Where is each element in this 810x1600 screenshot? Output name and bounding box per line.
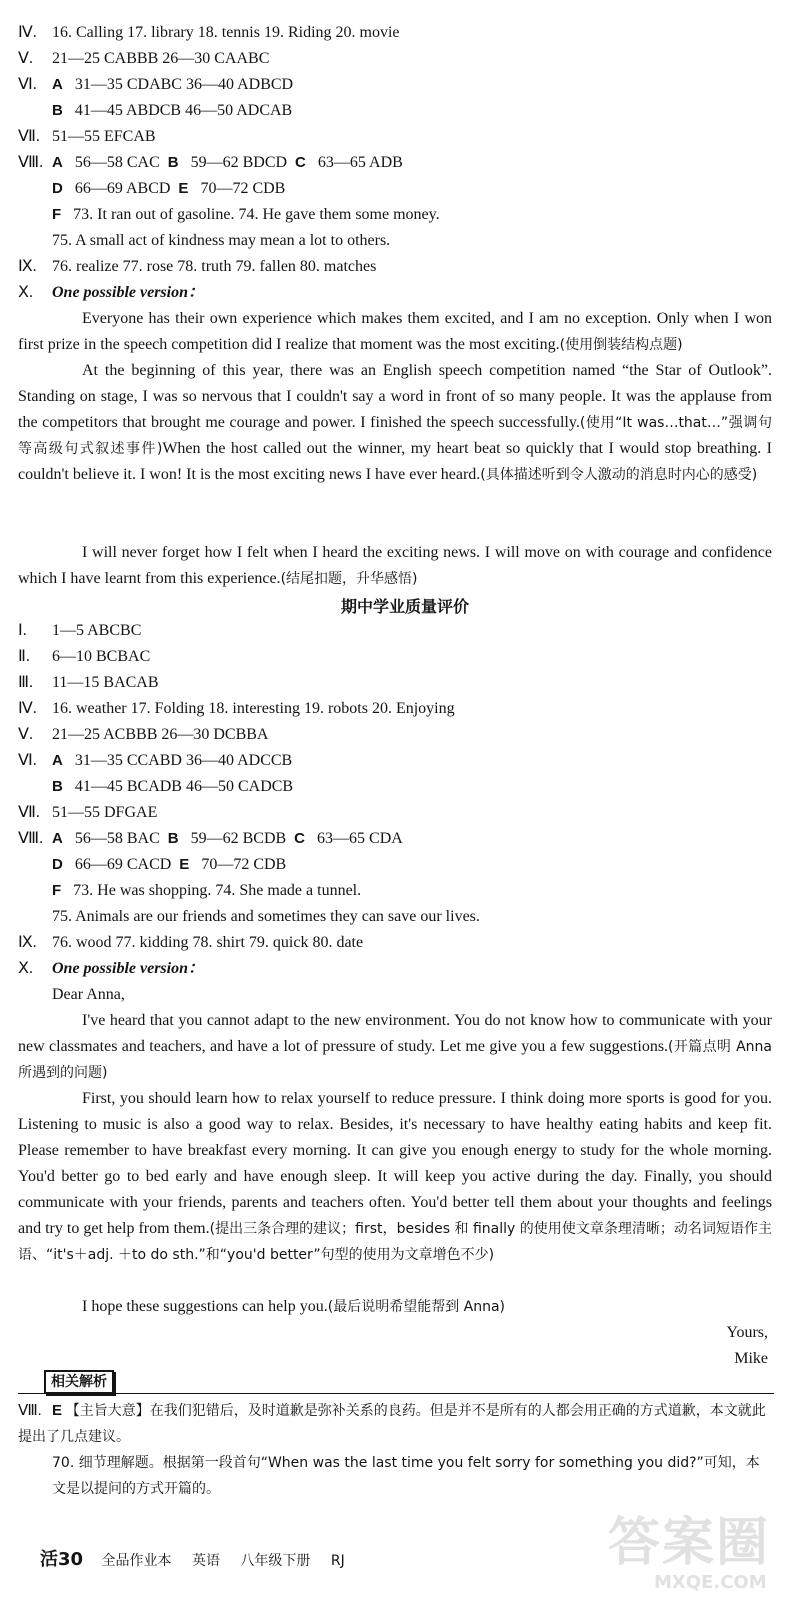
watermark-text: 答案圈 bbox=[608, 1513, 771, 1573]
footer-edition: RJ bbox=[330, 1553, 345, 1569]
answer-line: Ⅹ. One possible version： bbox=[18, 284, 205, 301]
answer-line: Ⅲ. 11—15 BACAB bbox=[18, 674, 159, 691]
answer-line: Ⅴ. 21—25 ACBBB 26—30 DCBBA bbox=[18, 726, 269, 743]
letter-closing: Yours, bbox=[726, 1324, 768, 1341]
answer-line: 75. Animals are our friends and sometimes they can save our lives. bbox=[52, 908, 480, 925]
answer-line: Ⅳ. 16. Calling 17. library 18. tennis 19. Riding 20. movie bbox=[18, 24, 400, 41]
answer-line: B 41—45 BCADB 46—50 CADCB bbox=[52, 778, 294, 795]
answer-line: B 41—45 ABDCB 46—50 ADCAB bbox=[52, 102, 293, 119]
answer-line: Ⅵ. A 31—35 CDABC 36—40 ADBCD bbox=[18, 76, 294, 93]
essay-paragraph: At the beginning of this year, there was an English speech competition named “the Star of Outlook”. Standing on stage, I was so nervous that I couldn't say a word in front of so many people. It was the applause from the competitors that brought me courage and power. I finished the speech successfully.(使用“It was…that…”强调句等高级句式叙述事件)When the host called out the winner, my heart beat so quickly that I would stop breathing. I couldn't believe it. I won! It is the most exciting news I have ever heard.(具体描述听到令人激动的消息时内心的感受) bbox=[18, 362, 772, 483]
analysis-paragraph: 70. 细节理解题。根据第一段首句“When was the last time you felt sorry for something you did?”可知，本文是以提问的方式开篇的。 bbox=[52, 1455, 760, 1497]
answer-line: Ⅹ. One possible version： bbox=[18, 960, 205, 977]
answer-line: Ⅰ. 1—5 ABCBC bbox=[18, 622, 142, 639]
answer-line: Ⅸ. 76. realize 77. rose 78. truth 79. fallen 80. matches bbox=[18, 258, 377, 275]
page-number: 活30 bbox=[40, 1549, 84, 1570]
letter-paragraph: I hope these suggestions can help you.(最后说明希望能帮到 Anna) bbox=[82, 1298, 506, 1315]
answer-line: D 66—69 ABCD E 70—72 CDB bbox=[52, 180, 286, 197]
page-footer bbox=[40, 1545, 361, 1571]
essay-paragraph: Everyone has their own experience which makes them excited, and I am no exception. Only when I won first prize in the speech competition did I realize that moment was the most exciting.(使用倒装结构点题) bbox=[18, 310, 772, 353]
footer-subject: 英语 bbox=[191, 1553, 220, 1569]
footer-grade: 八年级下册 bbox=[240, 1553, 311, 1569]
watermark-logo bbox=[590, 1500, 810, 1600]
watermark-url: MXQE.COM bbox=[654, 1572, 767, 1593]
answer-line: D 66—69 CACD E 70—72 CDB bbox=[52, 856, 287, 873]
answer-line: Ⅳ. 16. weather 17. Folding 18. interesting 19. robots 20. Enjoying bbox=[18, 700, 455, 717]
answer-line: Ⅷ. A 56—58 BAC B 59—62 BCDB C 63—65 CDA bbox=[18, 830, 403, 847]
analysis-label: 相关解析 bbox=[44, 1370, 114, 1394]
answer-line: F 73. It ran out of gasoline. 74. He gave them some money. bbox=[52, 206, 440, 223]
letter-salutation: Dear Anna, bbox=[52, 986, 125, 1003]
answer-line: Ⅶ. 51—55 EFCAB bbox=[18, 128, 156, 145]
answer-line: Ⅸ. 76. wood 77. kidding 78. shirt 79. quick 80. date bbox=[18, 934, 364, 951]
answer-line: Ⅷ. A 56—58 CAC B 59—62 BDCD C 63—65 ADB bbox=[18, 154, 403, 171]
answer-line: Ⅱ. 6—10 BCBAC bbox=[18, 648, 151, 665]
footer-brand: 全品作业本 bbox=[101, 1553, 172, 1569]
letter-paragraph: I've heard that you cannot adapt to the new environment. You do not know how to communicate with your new classmates and teachers, and have a lot of pressure of study. Let me give you a few suggestions.(开篇点明 Anna 所遇到的问题) bbox=[18, 1012, 772, 1081]
answer-line: F 73. He was shopping. 74. She made a tunnel. bbox=[52, 882, 362, 899]
analysis-paragraph: Ⅷ. E 【主旨大意】在我们犯错后，及时道歉是弥补关系的良药。但是并不是所有的人都会用正确的方式道歉，本文就此提出了几点建议。 bbox=[18, 1402, 766, 1445]
answer-line: Ⅶ. 51—55 DFGAE bbox=[18, 804, 158, 821]
answer-line: Ⅴ. 21—25 CABBB 26—30 CAABC bbox=[18, 50, 270, 67]
essay-paragraph: I will never forget how I felt when I heard the exciting news. I will move on with courage and confidence which I have learnt from this experience.(结尾扣题，升华感悟) bbox=[18, 544, 772, 587]
answer-line: 75. A small act of kindness may mean a lot to others. bbox=[52, 232, 391, 249]
letter-paragraph: First, you should learn how to relax yourself to reduce pressure. I think doing more sports is good for you. Listening to music is also a good way to relax. Besides, it's necessary to have healthy eating habits and keep fit. Please remember to have breakfast every morning. It can give you enough energy to study for the whole morning. You'd better go to bed early and have enough sleep. It will keep you active during the day. Finally, you should communicate with your friends, parents and teachers often. You'd better tell them about your thoughts and feelings and try to get help from them.(提出三条合理的建议；first，besides 和 finally 的使用使文章条理清晰；动名词短语作主语、“it's＋adj. ＋to do sth.”和“you'd better”句型的使用为文章增色不少) bbox=[18, 1090, 772, 1263]
section-divider bbox=[18, 1393, 774, 1394]
answer-line: Ⅵ. A 31—35 CCABD 36—40 ADCCB bbox=[18, 752, 293, 769]
letter-signature: Mike bbox=[734, 1350, 768, 1367]
section-title: 期中学业质量评价 bbox=[340, 597, 469, 616]
